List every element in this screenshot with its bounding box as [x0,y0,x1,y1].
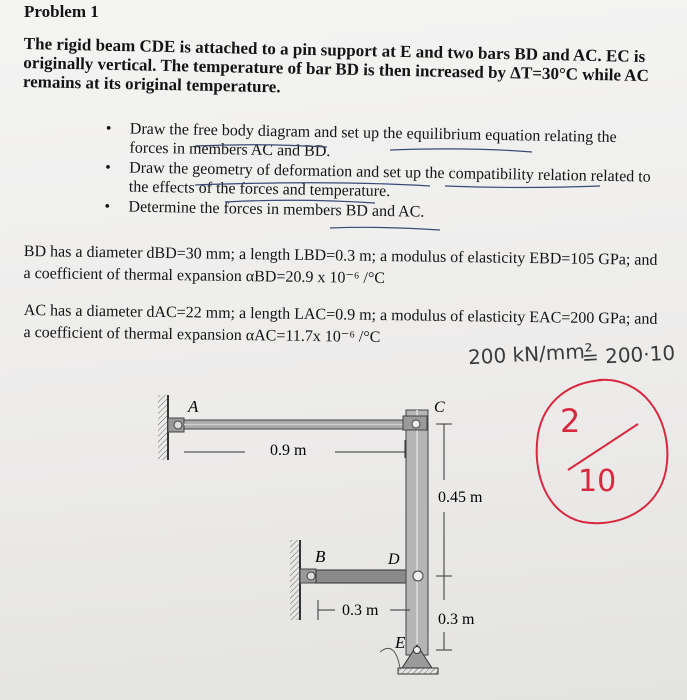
bullet-icon: • [105,120,112,138]
bar-bd [316,570,408,583]
rigid-beam-cde [403,410,428,655]
grade-denominator: 10 [578,464,617,499]
bd-parameters: BD has a diameter dBD=30 mm; a length LBD=0.3 m; a modulus of elasticity EBD=105 GPa; and a coefficient of thermal expansion αBD=20.9 x 10⁻⁶ /°C [23,242,658,288]
bullet-icon: • [105,159,111,177]
dim-de-label: 0.3 m [438,611,475,628]
handwritten-unit-left: 200 kN/mm² [467,338,594,370]
label-e: E [395,633,406,652]
label-c: C [434,399,445,416]
dim-cd-label: 0.45 m [438,489,483,506]
bar-ac [184,420,406,429]
label-d: D [388,551,400,568]
label-b: B [315,547,326,566]
dim-bd-label: 0.3 m [342,602,379,619]
problem-intro: The rigid beam CDE is attached to a pin support at E and two bars BD and AC. EC is originally vertical. The temperature of bar BD is then increased by ΔT=30°C while AC remains at its original temperature. [22,34,650,97]
dim-ac-label: 0.9 m [270,442,307,459]
label-a: A [188,397,199,416]
task-text: Draw the free body diagram and set up the equilibrium equation relating the forces in members AC and BD. [129,120,617,160]
problem-title: Problem 1 [24,2,99,21]
grade-numerator: 2 [560,402,581,440]
wall-support-a [158,395,184,460]
ac-parameters: AC has a diameter dAC=22 mm; a length LAC=0.9 m; a modulus of elasticity EAC=200 GPa; and a coefficient of thermal expansion αAC=11.7x 10⁻⁶ /°C [23,301,658,346]
task-text: Draw the geometry of deformation and set up the compatibility relation related to the effects of the forces and temperature. [128,159,651,200]
bullet-icon: • [104,198,111,216]
task-text: Determine the forces in members BD and AC. [128,198,425,221]
wall-support-b [290,540,316,620]
handwritten-unit-right: = 200·10 [581,340,676,370]
